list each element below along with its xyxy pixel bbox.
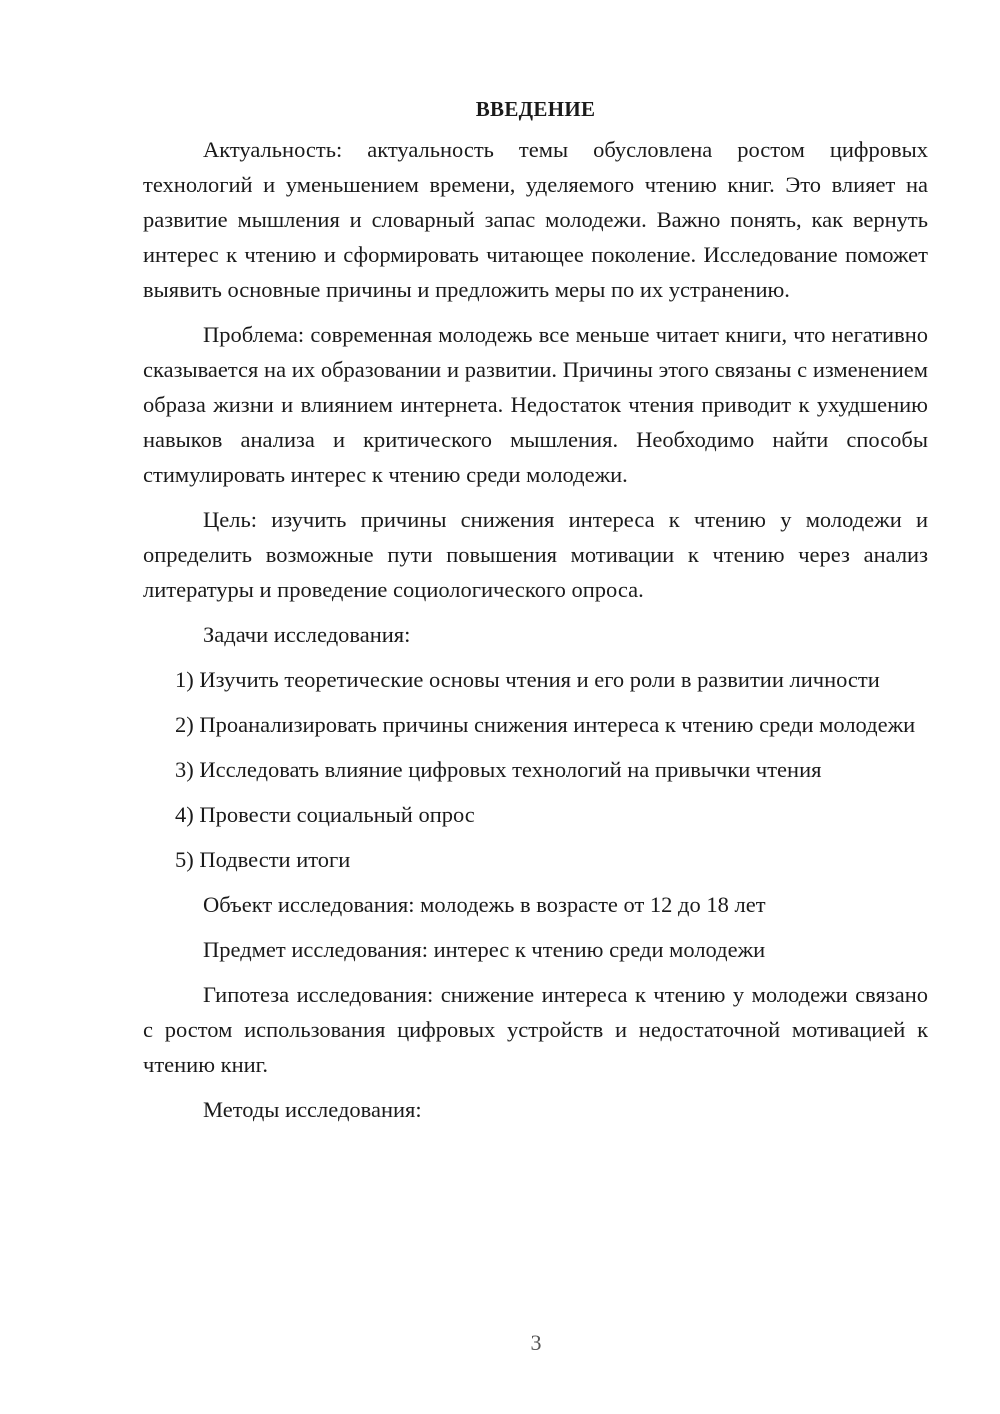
task-item-1: 1) Изучить теоретические основы чтения и его роли в развитии личности bbox=[175, 667, 880, 692]
paragraph-subject: Предмет исследования: интерес к чтению среди молодежи bbox=[203, 937, 766, 962]
paragraph-object: Объект исследования: молодежь в возрасте от 12 до 18 лет bbox=[203, 892, 766, 917]
paragraph-problem: Проблема: современная молодежь все меньше читает книги, что негативно сказывается на их образовании и развитии. Причины этого связаны с изменением образа жизни и влиянием интернета. Недостаток чтения приводит к ухудшению навыков анализа и критического мышления. Необходимо найти способы стимулировать интерес к чтению среди молодежи. bbox=[143, 322, 928, 487]
paragraph-methods: Методы исследования: bbox=[203, 1097, 422, 1122]
paragraph-relevance: Актуальность: актуальность темы обусловлена ростом цифровых технологий и уменьшением времени, уделяемого чтению книг. Это влияет на развитие мышления и словарный запас молодежи. Важно понять, как вернуть интерес к чтению и сформировать читающее поколение. Исследование поможет выявить основные причины и предложить меры по их устранению. bbox=[143, 137, 928, 302]
task-item-3: 3) Исследовать влияние цифровых технологий на привычки чтения bbox=[175, 757, 822, 782]
task-item-2: 2) Проанализировать причины снижения интереса к чтению среди молодежи bbox=[175, 712, 916, 737]
page-number: 3 bbox=[530, 1330, 542, 1355]
task-item-5: 5) Подвести итоги bbox=[175, 847, 351, 872]
paragraph-tasks-heading: Задачи исследования: bbox=[203, 622, 411, 647]
paragraph-goal: Цель: изучить причины снижения интереса к чтению у молодежи и определить возможные пути повышения мотивации к чтению через анализ литературы и проведение социологического опроса. bbox=[143, 507, 928, 602]
page-title: ВВЕДЕНИЕ bbox=[475, 97, 596, 121]
document-body bbox=[143, 92, 928, 1137]
task-item-4: 4) Провести социальный опрос bbox=[175, 802, 475, 827]
paragraph-hypothesis: Гипотеза исследования: снижение интереса к чтению у молодежи связано с ростом использования цифровых устройств и недостаточной мотивацией к чтению книг. bbox=[143, 982, 928, 1077]
